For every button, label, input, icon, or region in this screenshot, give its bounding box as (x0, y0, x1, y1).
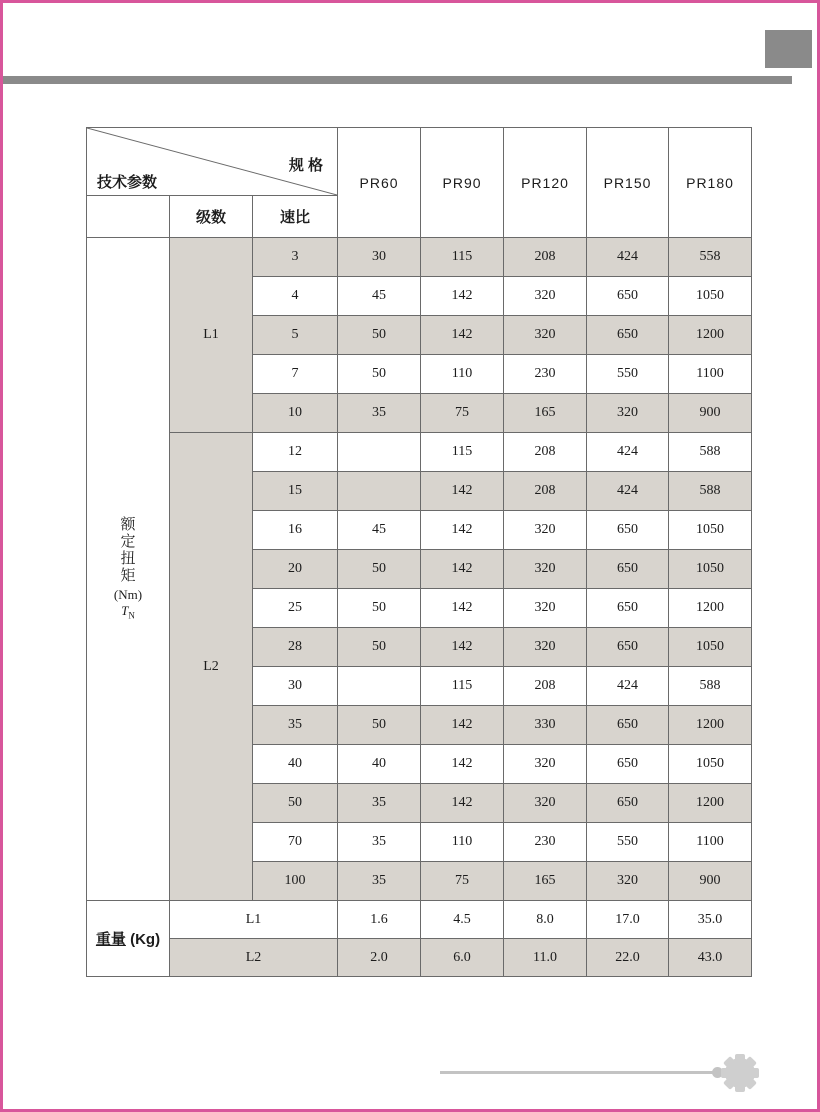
value-cell (338, 667, 421, 706)
value-cell: 650 (587, 706, 669, 745)
ratio-cell: 28 (253, 628, 338, 667)
ratio-cell: 10 (253, 394, 338, 433)
page (3, 3, 817, 1109)
value-cell: 165 (504, 862, 587, 901)
value-cell: 165 (504, 394, 587, 433)
value-cell: 320 (504, 628, 587, 667)
value-cell: 208 (504, 667, 587, 706)
value-cell: 142 (421, 745, 504, 784)
value-cell: 588 (669, 433, 752, 472)
value-cell: 588 (669, 472, 752, 511)
ratio-cell: 16 (253, 511, 338, 550)
value-cell: 320 (504, 589, 587, 628)
weight-row (87, 939, 752, 977)
header-accent-bar (3, 76, 792, 84)
ratio-cell: 25 (253, 589, 338, 628)
value-cell: 424 (587, 472, 669, 511)
value-cell: 35 (338, 823, 421, 862)
value-cell: 50 (338, 706, 421, 745)
ratio-cell: 40 (253, 745, 338, 784)
value-cell: 650 (587, 784, 669, 823)
value-cell: 424 (587, 433, 669, 472)
value-cell: 1050 (669, 550, 752, 589)
value-cell: 1200 (669, 589, 752, 628)
value-cell: 110 (421, 823, 504, 862)
value-cell: 650 (587, 550, 669, 589)
value-cell: 550 (587, 823, 669, 862)
torque-axis-label (87, 238, 170, 901)
value-cell: 142 (421, 550, 504, 589)
value-cell: 208 (504, 472, 587, 511)
torque-symbol: $T_N$ (121, 603, 135, 621)
value-cell: 230 (504, 355, 587, 394)
value-cell: 230 (504, 823, 587, 862)
value-cell: 110 (421, 355, 504, 394)
stage-cell-l1: L1 (170, 238, 253, 433)
ratio-cell: 4 (253, 277, 338, 316)
value-cell: 50 (338, 316, 421, 355)
ratio-header: 速比 (253, 196, 338, 238)
weight-label: 重量 (Kg) (87, 901, 170, 977)
header-params-label: 技术参数 (97, 174, 158, 191)
value-cell: 650 (587, 745, 669, 784)
value-cell: 35 (338, 784, 421, 823)
value-cell: 142 (421, 316, 504, 355)
value-cell: 142 (421, 277, 504, 316)
value-cell: 650 (587, 316, 669, 355)
spec-table (86, 127, 752, 977)
value-cell: 650 (587, 277, 669, 316)
value-cell: 142 (421, 706, 504, 745)
value-cell: 115 (421, 667, 504, 706)
value-cell (338, 472, 421, 511)
value-cell: 40 (338, 745, 421, 784)
ratio-cell: 12 (253, 433, 338, 472)
weight-value-cell: 17.0 (587, 901, 669, 939)
value-cell: 35 (338, 394, 421, 433)
column-header-pr150: PR150 (587, 128, 669, 238)
value-cell: 1200 (669, 316, 752, 355)
value-cell: 142 (421, 472, 504, 511)
value-cell: 550 (587, 355, 669, 394)
value-cell: 588 (669, 667, 752, 706)
value-cell: 650 (587, 511, 669, 550)
value-cell: 320 (504, 784, 587, 823)
ratio-cell: 100 (253, 862, 338, 901)
value-cell: 115 (421, 238, 504, 277)
value-cell: 35 (338, 862, 421, 901)
stages-header: 级数 (170, 196, 253, 238)
value-cell: 30 (338, 238, 421, 277)
value-cell: 558 (669, 238, 752, 277)
stage-cell-l2: L2 (170, 433, 253, 901)
value-cell: 320 (504, 550, 587, 589)
ratio-cell: 20 (253, 550, 338, 589)
torque-label-chars: 额 定 扭 矩 (120, 517, 136, 585)
weight-value-cell: 35.0 (669, 901, 752, 939)
value-cell: 1200 (669, 784, 752, 823)
column-header-pr60: PR60 (338, 128, 421, 238)
value-cell: 320 (587, 394, 669, 433)
weight-value-cell: 1.6 (338, 901, 421, 939)
value-cell: 424 (587, 667, 669, 706)
value-cell: 1050 (669, 277, 752, 316)
value-cell: 1050 (669, 511, 752, 550)
value-cell: 142 (421, 511, 504, 550)
ratio-cell: 5 (253, 316, 338, 355)
ratio-cell: 7 (253, 355, 338, 394)
value-cell: 208 (504, 433, 587, 472)
value-cell: 142 (421, 628, 504, 667)
value-cell: 45 (338, 511, 421, 550)
weight-value-cell: 43.0 (669, 939, 752, 977)
footer-rule (440, 1071, 718, 1074)
ratio-cell: 35 (253, 706, 338, 745)
value-cell: 320 (504, 316, 587, 355)
value-cell: 320 (504, 745, 587, 784)
value-cell: 50 (338, 355, 421, 394)
value-cell: 650 (587, 628, 669, 667)
ratio-cell: 50 (253, 784, 338, 823)
weight-value-cell: 4.5 (421, 901, 504, 939)
value-cell: 50 (338, 628, 421, 667)
value-cell: 142 (421, 589, 504, 628)
torque-unit: (Nm) (113, 587, 143, 603)
value-cell: 50 (338, 550, 421, 589)
weight-stage-cell: L1 (170, 901, 338, 939)
value-cell: 1200 (669, 706, 752, 745)
value-cell: 50 (338, 589, 421, 628)
value-cell: 142 (421, 784, 504, 823)
weight-value-cell: 22.0 (587, 939, 669, 977)
value-cell: 900 (669, 394, 752, 433)
table-row (87, 433, 752, 472)
value-cell: 1050 (669, 628, 752, 667)
column-header-pr180: PR180 (669, 128, 752, 238)
gear-icon (718, 1051, 762, 1095)
value-cell: 75 (421, 862, 504, 901)
value-cell: 330 (504, 706, 587, 745)
empty-header-cell (87, 196, 170, 238)
value-cell: 1100 (669, 823, 752, 862)
value-cell: 424 (587, 238, 669, 277)
value-cell: 75 (421, 394, 504, 433)
ratio-cell: 30 (253, 667, 338, 706)
diagonal-header-cell (87, 128, 338, 196)
weight-value-cell: 8.0 (504, 901, 587, 939)
value-cell: 115 (421, 433, 504, 472)
weight-value-cell: 11.0 (504, 939, 587, 977)
value-cell: 1100 (669, 355, 752, 394)
value-cell: 320 (504, 277, 587, 316)
ratio-cell: 70 (253, 823, 338, 862)
value-cell: 320 (587, 862, 669, 901)
value-cell (338, 433, 421, 472)
spec-table-body (87, 238, 752, 977)
weight-row (87, 901, 752, 939)
header-accent-square (765, 30, 812, 68)
column-header-pr120: PR120 (504, 128, 587, 238)
spec-table-head (87, 128, 752, 238)
value-cell: 900 (669, 862, 752, 901)
value-cell: 1050 (669, 745, 752, 784)
value-cell: 45 (338, 277, 421, 316)
ratio-cell: 3 (253, 238, 338, 277)
weight-stage-cell: L2 (170, 939, 338, 977)
header-spec-label: 规 格 (288, 157, 324, 174)
value-cell: 320 (504, 511, 587, 550)
value-cell: 650 (587, 589, 669, 628)
ratio-cell: 15 (253, 472, 338, 511)
table-row (87, 238, 752, 277)
column-header-pr90: PR90 (421, 128, 504, 238)
weight-value-cell: 2.0 (338, 939, 421, 977)
weight-value-cell: 6.0 (421, 939, 504, 977)
value-cell: 208 (504, 238, 587, 277)
